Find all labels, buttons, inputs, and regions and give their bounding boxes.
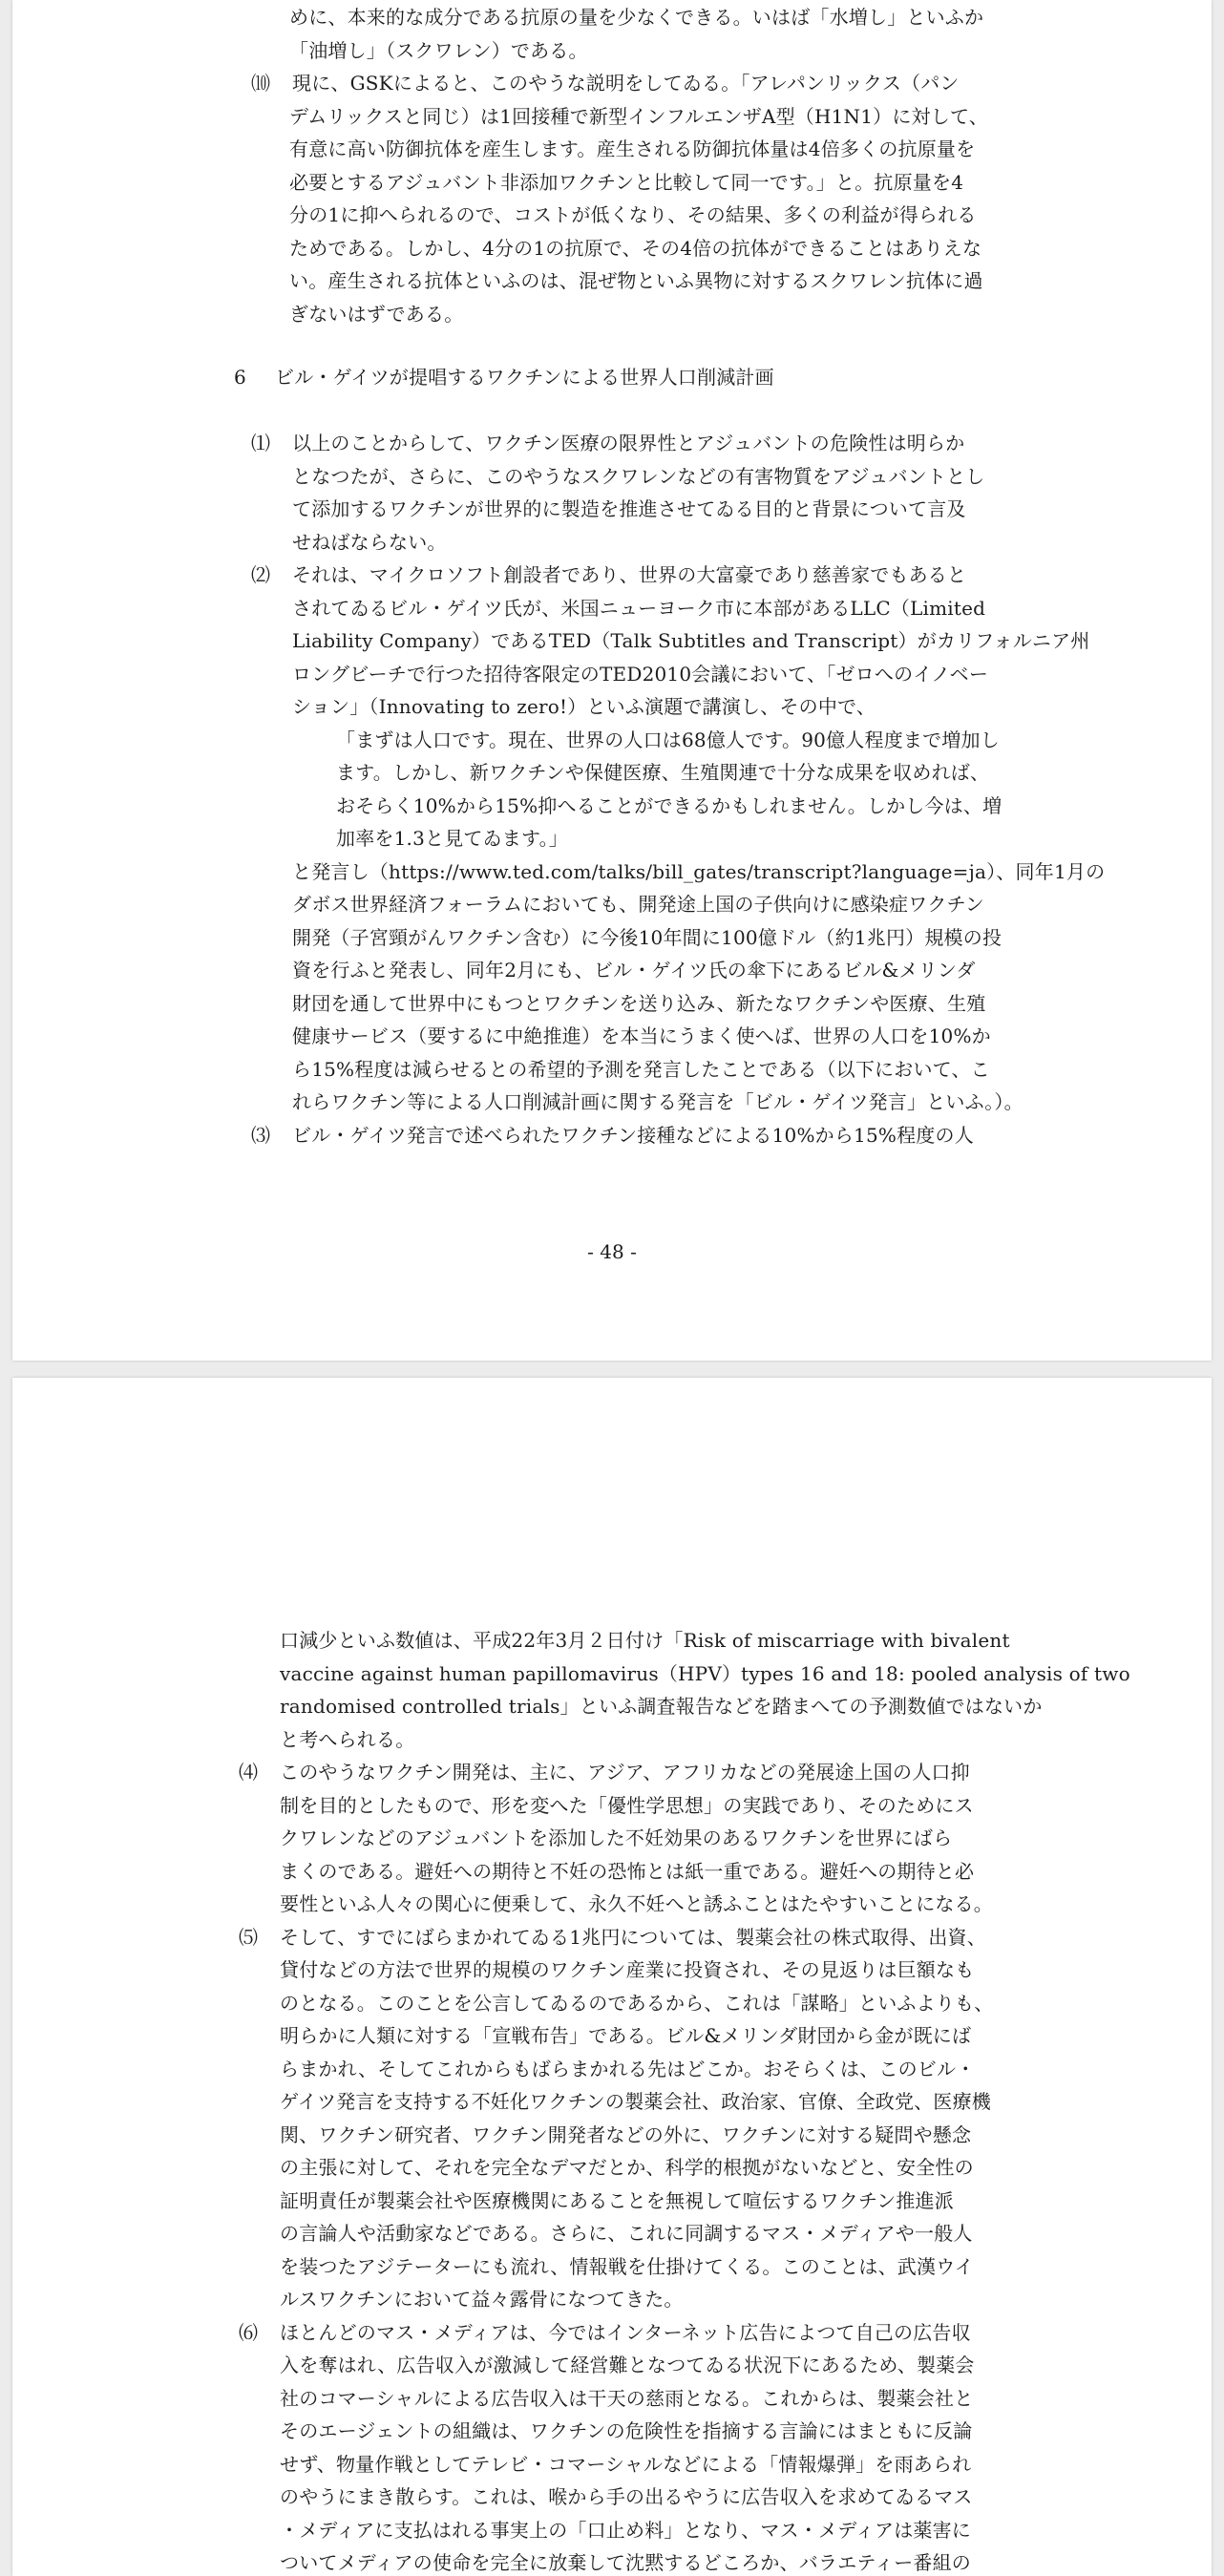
list-item-2: [251, 559, 966, 591]
paragraph-line: デムリックスと同じ）は1回接種で新型インフルエンザA型（H1N1）に対して、: [289, 104, 988, 128]
paragraph-line: 「油増し」（スクワレン）である。: [289, 38, 588, 62]
paragraph-line: クワレンなどのアジュバントを添加した不妊効果のあるワクチンを世界にばら: [280, 1826, 953, 1849]
paragraph-line: ためである。しかし、4分の1の抗原で、その4倍の抗体ができることはありえな: [289, 236, 982, 260]
paragraph-line: ら15%程度は減らせるとの希望的予測を発言したことである（以下において、こ: [292, 1057, 990, 1081]
paragraph-line: 開発（子宮頸がんワクチン含む）に今後10年間に100億ドル（約1兆円）規模の投: [292, 925, 1002, 949]
paragraph-line: 制を目的としたもので、形を変へた「優性学思想」の実践であり、そのためにス: [280, 1793, 974, 1817]
item-number: ⑴: [251, 432, 271, 454]
paragraph-line: を装つたアジテーターにも流れ、情報戦を仕掛けてくる。このことは、武漢ウイ: [280, 2254, 974, 2278]
paragraph-line: 関、ワクチン研究者、ワクチン開発者などの外に、ワクチンに対する疑問や懸念: [280, 2122, 972, 2146]
item-text: 以上のことからして、ワクチン医療の限界性とアジュバントの危険性は明らか: [292, 432, 965, 454]
paragraph-line: せねばならない。: [292, 530, 447, 554]
section-number: 6: [234, 366, 246, 389]
list-item-3: [251, 1119, 974, 1151]
paragraph-line: そのエージェントの組織は、ワクチンの危険性を指摘する言論にはまともに反論: [280, 2419, 973, 2442]
paragraph-line: ション」（Innovating to zero!）といふ演題で講演し、その中で、: [292, 695, 876, 718]
list-item-10: [251, 67, 960, 99]
quote-line: ます。しかし、新ワクチンや保健医療、生殖関連で十分な成果を収めれば、: [336, 761, 990, 784]
paragraph-line: 貸付などの方法で世界的規模のワクチン産業に投資され、その見返りは巨額なも: [280, 1958, 975, 1981]
paragraph-line: て添加するワクチンが世界的に製造を推進させてゐる目的と背景について言及: [292, 497, 966, 520]
paragraph-line: Liability Company）であるTED（Talk Subtitles and Transcript）がカリフォルニア州: [292, 629, 1090, 652]
paragraph-line: と発言し（https://www.ted.com/talks/bill_gates/transcript?language=ja）、同年1月の: [292, 859, 1106, 883]
document-page-49: [12, 1378, 1212, 2576]
item-text: それは、マイクロソフト創設者であり、世界の大富豪であり慈善家でもあると: [292, 563, 967, 586]
paragraph-line: 要性といふ人々の関心に便乗して、永久不妊へと誘ふことはたやすいことになる。: [280, 1892, 993, 1915]
quote-line: おそらく10%から15%抑へることができるかもしれません。しかし今は、増: [336, 793, 1002, 817]
paragraph-line: れらワクチン等による人口削減計画に関する発言を「ビル・ゲイツ発言」といふ。）。: [292, 1090, 1024, 1113]
item-number: ⑹: [239, 2320, 259, 2344]
paragraph-line: 社のコマーシャルによる広告収入は干天の慈雨となる。これからは、製薬会社と: [280, 2386, 974, 2410]
list-item-6: [239, 2316, 971, 2349]
paragraph-line: ルスワクチンにおいて益々露骨になつてきた。: [280, 2288, 684, 2311]
quote-line: 「まずは人口です。現在、世界の人口は68億人です。90億人程度まで増加し: [336, 728, 1000, 751]
paragraph-line: ・メディアに支払はれる事実上の「口止め料」となり、マス・メディアは薬害に: [280, 2518, 971, 2542]
paragraph-line: のとなる。このことを公言してゐるのであるから、これは「謀略」といふよりも、: [280, 1991, 994, 2015]
list-item-1: [251, 427, 964, 459]
paragraph-line: 財団を通して世界中にもつとワクチンを送り込み、新たなワクチンや医療、生殖: [292, 991, 986, 1015]
paragraph-line: 口減少といふ数値は、平成22年3月２日付け「Risk of miscarriage with bivalent: [280, 1629, 1010, 1652]
section-heading: [234, 361, 774, 393]
item-number: ⑶: [251, 1123, 271, 1147]
item-number: ⑷: [239, 1761, 259, 1784]
paragraph-line: 分の1に抑へられるので、コストが低くなり、その結果、多くの利益が得られる: [289, 203, 977, 226]
paragraph-line: まくのである。避妊への期待と不妊の恐怖とは紙一重である。避妊への期待と必: [280, 1859, 975, 1883]
document-page-48: [12, 0, 1212, 1361]
paragraph-line: らまかれ、そしてこれからもばらまかれる先はどこか。おそらくは、このビル・: [280, 2057, 976, 2080]
paragraph-line: 健康サービス（要するに中絶推進）を本当にうまく使へば、世界の人口を10%か: [292, 1024, 991, 1047]
section-title: ビル・ゲイツが提唱するワクチンによる世界人口削減計画: [275, 366, 774, 389]
item-text: ビル・ゲイツ発言で述べられたワクチン接種などによる10%から15%程度の人: [292, 1123, 974, 1147]
item-text: このやうなワクチン開発は、主に、アジア、アフリカなどの発展途上国の人口抑: [280, 1761, 970, 1784]
item-text: そして、すでにばらまかれてゐる1兆円については、製薬会社の株式取得、出資、: [280, 1925, 986, 1949]
paragraph-line: い。産生される抗体といふのは、混ぜ物といふ異物に対するスクワレン抗体に過: [289, 269, 983, 292]
paragraph-line: randomised controlled trials」といふ調査報告などを踏まへての予測数値ではないか: [280, 1695, 1043, 1718]
page-number: - 48 -: [587, 1240, 637, 1263]
item-number: ⑸: [239, 1925, 259, 1949]
paragraph-line: せず、物量作戦としてテレビ・コマーシャルなどによる「情報爆弾」を雨あられ: [280, 2452, 972, 2476]
paragraph-line: ついてメディアの使命を完全に放棄して沈黙するどころか、バラエティー番組の: [280, 2551, 971, 2574]
paragraph-line: vaccine against human papillomavirus（HPV）types 16 and 18: pooled analysis of two: [280, 1661, 1130, 1685]
paragraph-line: ゲイツ発言を支持する不妊化ワクチンの製薬会社、政治家、官僚、全政党、医療機: [280, 2090, 991, 2113]
item-number: ⑵: [251, 563, 271, 586]
paragraph-line: ぎないはずである。: [289, 302, 464, 326]
item-text: 現に、GSKによると、このやうな説明をしてゐる。「アレパンリックス（パン: [292, 72, 960, 95]
paragraph-line: 有意に高い防御抗体を産生します。産生される防御抗体量は4倍多くの抗原量を: [289, 137, 976, 160]
paragraph-line: の主張に対して、それを完全なデマだとか、科学的根拠がないなどと、安全性の: [280, 2156, 974, 2179]
paragraph-line: 明らかに人類に対する「宣戦布告」である。ビル&メリンダ財団から金が既にば: [280, 2024, 972, 2047]
paragraph-line: 資を行ふと発表し、同年2月にも、ビル・ゲイツ氏の傘下にあるビル&メリンダ: [292, 959, 976, 982]
paragraph-line: となつたが、さらに、このやうなスクワレンなどの有害物質をアジュバントとし: [292, 464, 985, 488]
paragraph-line: の言論人や活動家などである。さらに、これに同調するマス・メディアや一般人: [280, 2222, 973, 2245]
paragraph-line: のやうにまき散らす。これは、喉から手の出るやうに広告収入を求めてゐるマス: [280, 2485, 973, 2508]
quote-line: 加率を1.3と見てゐます。」: [336, 827, 569, 850]
paragraph-line: 必要とするアジュバント非添加ワクチンと比較して同一です。」と。抗原量を4: [289, 170, 964, 194]
paragraph-line: めに、本来的な成分である抗原の量を少なくできる。いはば「水増し」といふか: [289, 6, 984, 29]
item-number: ⑽: [251, 72, 271, 95]
paragraph-line: ダボス世界経済フォーラムにおいても、開発途上国の子供向けに感染症ワクチン: [292, 893, 984, 916]
list-item-4: [239, 1756, 970, 1788]
item-text: ほとんどのマス・メディアは、今ではインターネット広告によつて自己の広告収: [280, 2320, 971, 2344]
paragraph-line: と考へられる。: [280, 1727, 415, 1751]
paragraph-line: されてゐるビル・ゲイツ氏が、米国ニューヨーク市に本部があるLLC（Limited: [292, 596, 986, 620]
paragraph-line: ロングビーチで行つた招待客限定のTED2010会議において、「ゼロへのイノベー: [292, 662, 989, 686]
paragraph-line: 証明責任が製薬会社や医療機関にあることを無視して喧伝するワクチン推進派: [280, 2188, 954, 2212]
paragraph-line: 入を奪はれ、広告収入が激減して経営難となつてゐる状況下にあるため、製薬会: [280, 2354, 975, 2376]
list-item-5: [239, 1921, 986, 1953]
